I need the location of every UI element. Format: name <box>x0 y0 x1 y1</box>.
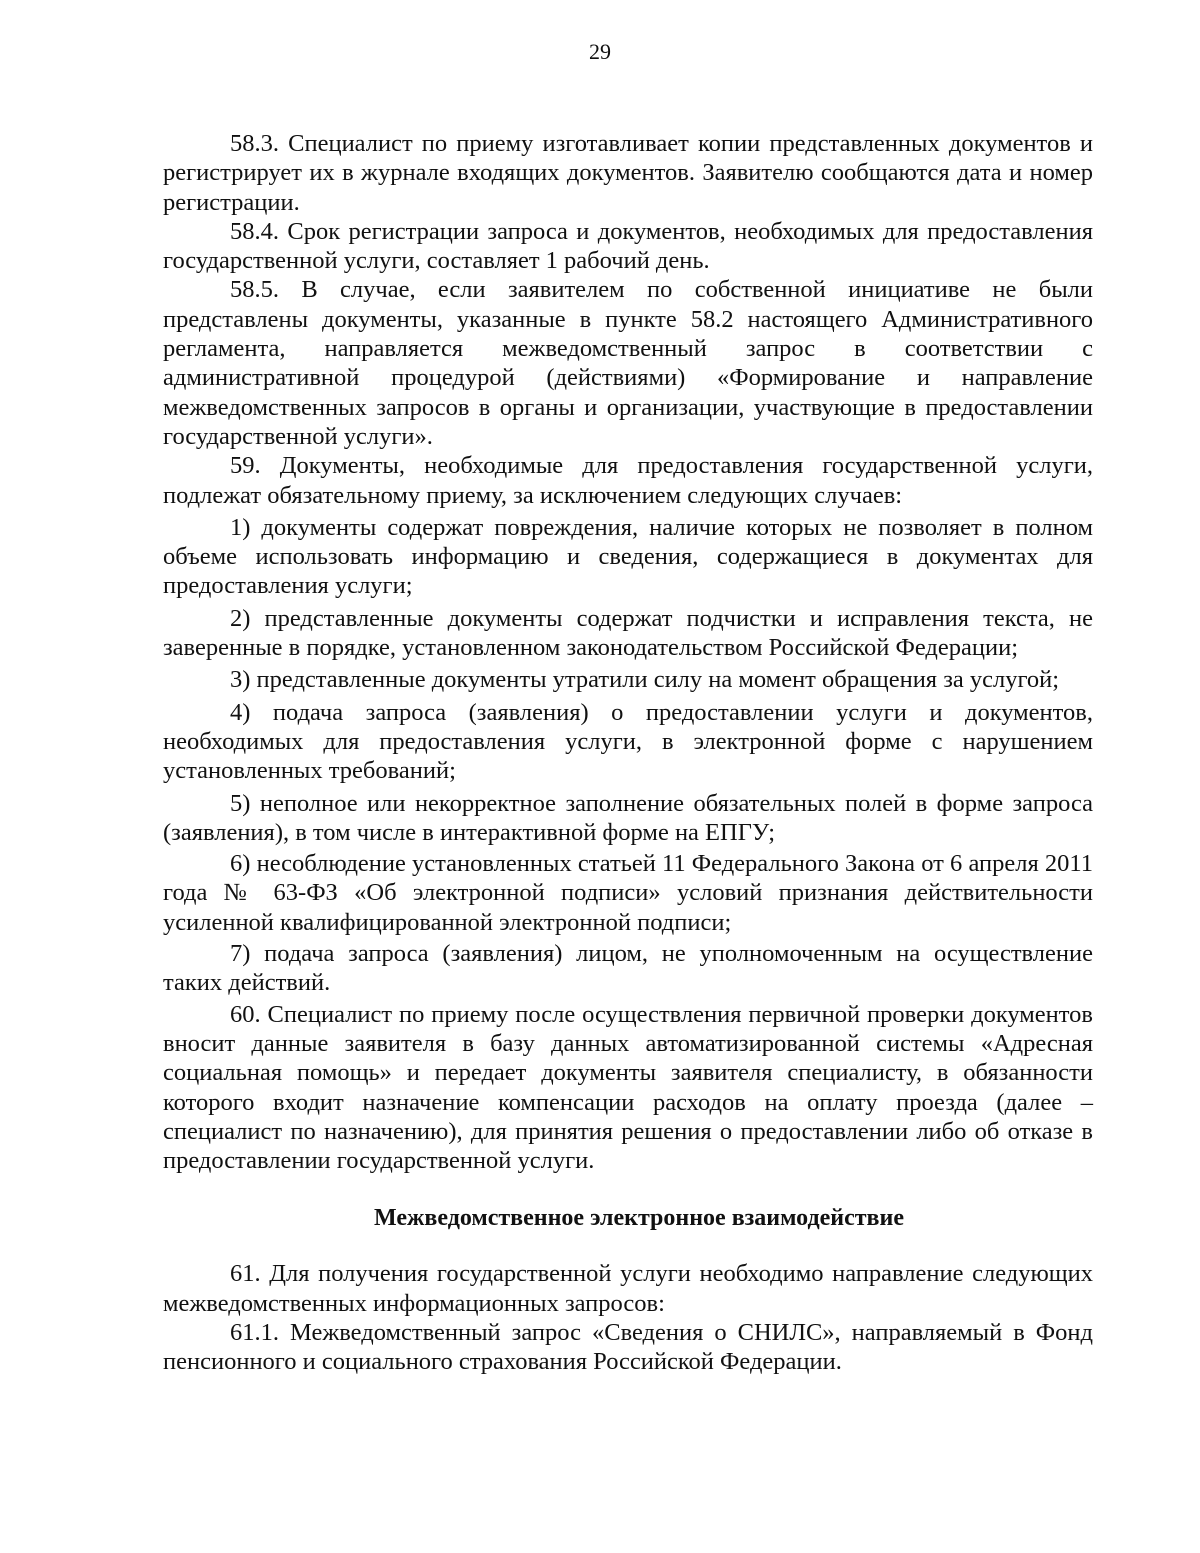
list-item-5: 5) неполное или некорректное заполнение обязательных полей в форме запроса (заявления), в том числе в интерактивной форме на ЕПГУ; <box>163 789 1093 846</box>
page-number: 29 <box>589 39 611 64</box>
document-body <box>163 129 1093 1377</box>
paragraph-61: 61. Для получения государственной услуги необходимо направление следующих межведомственных информационных запросов: <box>163 1260 1093 1317</box>
list-item-7: 7) подача запроса (заявления) лицом, не уполномоченным на осуществление таких действий. <box>163 940 1093 997</box>
paragraph-58-3: 58.3. Специалист по приему изготавливает копии представленных документов и регистрирует их в журнале входящих документов. Заявителю сообщаются дата и номер регистрации. <box>163 130 1093 216</box>
paragraph-58-4: 58.4. Срок регистрации запроса и документов, необходимых для предоставления государственной услуги, составляет 1 рабочий день. <box>163 217 1093 275</box>
section-heading: Межведомственное электронное взаимодействие <box>374 1205 904 1232</box>
list-item-6: 6) несоблюдение установленных статьей 11 Федерального Закона от 6 апреля 2011 года № 63-ФЗ «Об электронной подписи» условий признания действительности усиленной квалифицированной электронной подписи; <box>163 850 1093 936</box>
list-item-1: 1) документы содержат повреждения, наличие которых не позволяет в полном объеме использовать информацию и сведения, содержащиеся в документах для предоставления услуги; <box>163 513 1093 600</box>
paragraph-61-1: 61.1. Межведомственный запрос «Сведения о СНИЛС», направляемый в Фонд пенсионного и социального страхования Российской Федерации. <box>163 1318 1093 1376</box>
paragraph-59: 59. Документы, необходимые для предоставления государственной услуги, подлежат обязательному приему, за исключением следующих случаев: <box>163 452 1093 509</box>
list-item-3: 3) представленные документы утратили силу на момент обращения за услугой; <box>230 666 1060 694</box>
list-item-4: 4) подача запроса (заявления) о предоставлении услуги и документов, необходимых для предоставления услуги, в электронной форме с нарушением установленных требований; <box>163 698 1093 785</box>
list-item-2: 2) представленные документы содержат подчистки и исправления текста, не заверенные в порядке, установленном законодательством Российской Федерации; <box>163 604 1093 662</box>
paragraph-58-5: 58.5. В случае, если заявителем по собственной инициативе не были представлены документы, указанные в пункте 58.2 настоящего Административного регламента, направляется межведомственный запрос в соответствии с административной процедурой (действиями) «Формирование и направление межведомственных запросов в органы и организации, участвующие в предоставлении государственной услуги». <box>163 276 1093 450</box>
paragraph-60: 60. Специалист по приему после осуществления первичной проверки документов вносит данные заявителя в базу данных автоматизированной системы «Адресная социальная помощь» и передает документы заявителя специалисту, в обязанности которого входит назначение компенсации расходов на оплату проезда (далее – специалист по назначению), для принятия решения о предоставлении либо об отказе в предоставлении государственной услуги. <box>163 1000 1093 1175</box>
